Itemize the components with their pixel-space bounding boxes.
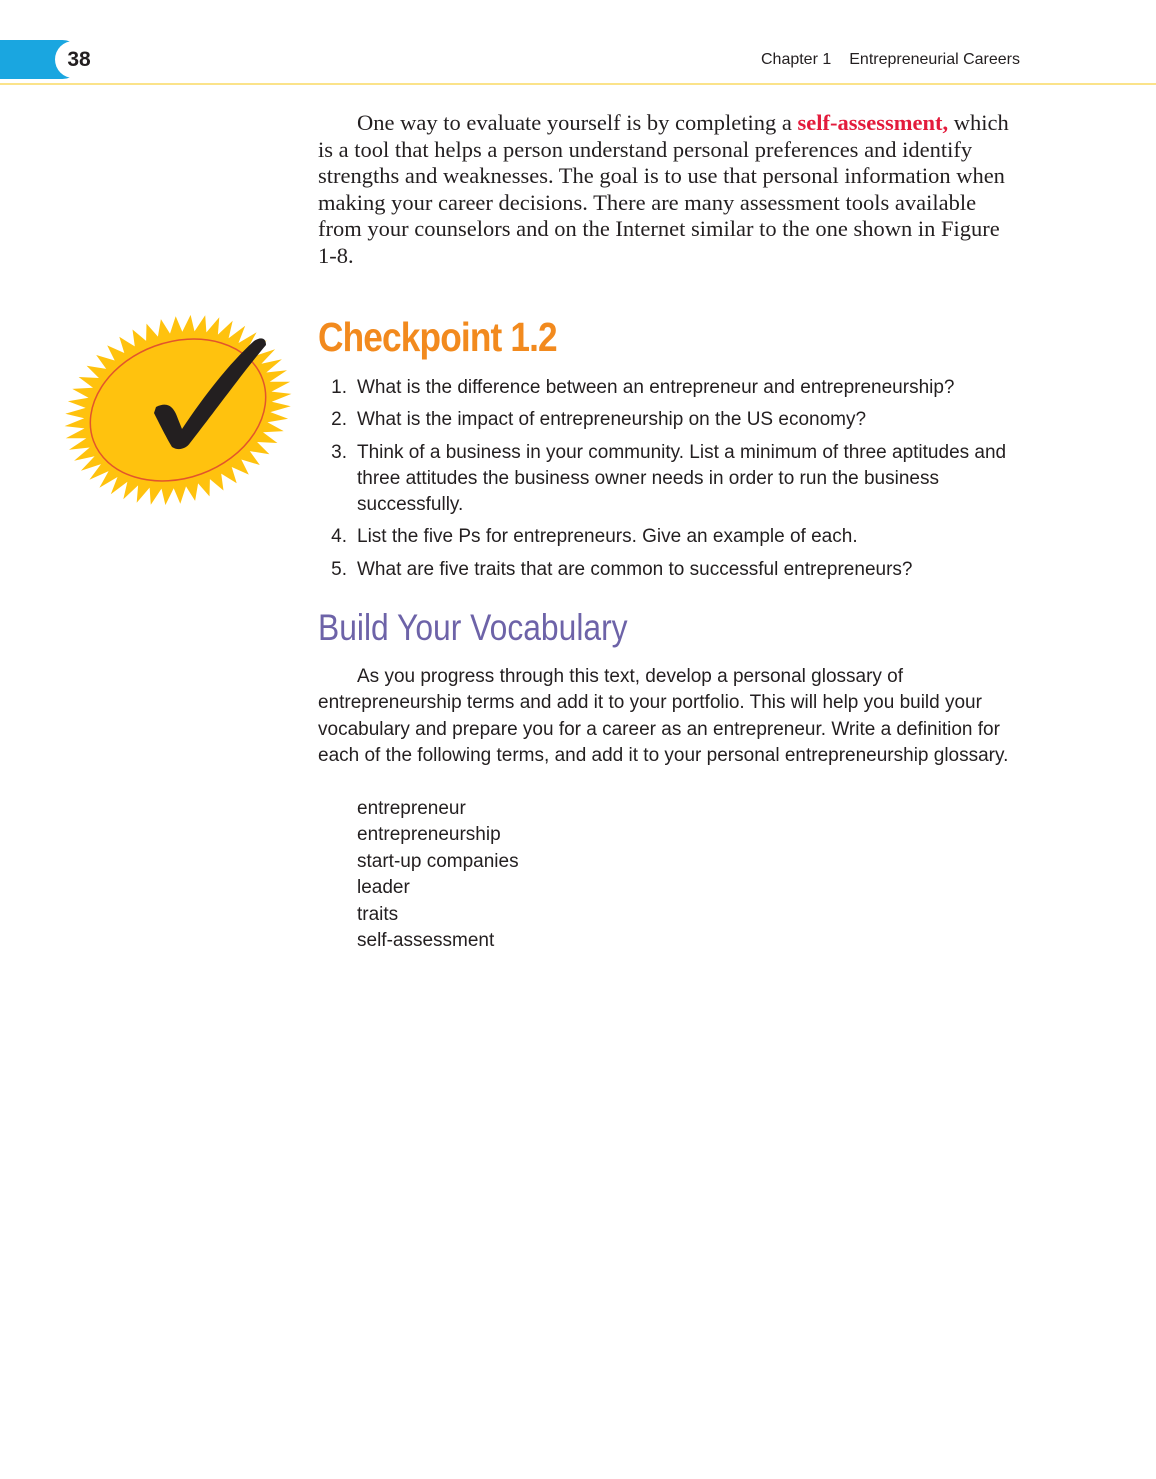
vocabulary-term: start-up companies: [357, 850, 519, 872]
intro-text-before: One way to evaluate yourself is by completing a: [357, 110, 798, 135]
question-item: [318, 440, 1028, 519]
question-text: What are five traits that are common to successful entrepreneurs?: [357, 558, 913, 580]
vocabulary-term: leader: [357, 877, 410, 899]
intro-text-after: which is a tool that helps a person understand personal preferences and identify strengths and weaknesses. The goal is to use that personal information when making your career decisions. There are many assessment tools available from your counselors and on the Internet similar to the one shown in Figure 1-8.: [318, 110, 1009, 268]
checkpoint-questions: [318, 375, 1028, 589]
intro-paragraph: [318, 110, 1018, 269]
running-head: [761, 51, 1020, 69]
vocabulary-term: entrepreneur: [357, 798, 466, 819]
question-number: 1.: [331, 377, 347, 398]
chapter-title: Entrepreneurial Careers: [849, 51, 1020, 68]
question-number: 2.: [331, 409, 347, 431]
question-text: Think of a business in your community. List a minimum of three aptitudes and three attitudes the business owner needs in order to run the business successfully.: [357, 441, 1007, 516]
question-item: [318, 375, 1028, 401]
question-text: List the five Ps for entrepreneurs. Give an example of each.: [357, 526, 858, 548]
chapter-number: Chapter 1: [760, 51, 832, 68]
vocabulary-term: self-assessment: [357, 930, 495, 952]
question-text: What is the difference between an entrepreneur and entrepreneurship?: [357, 377, 955, 398]
vocabulary-title: Build Your Vocabulary: [318, 607, 628, 648]
question-item: [318, 524, 1028, 550]
header-rule: [0, 83, 1156, 85]
key-term-self-assessment: self-assessment,: [797, 110, 949, 135]
vocabulary-term: entrepreneurship: [357, 824, 501, 846]
question-text: What is the impact of entrepreneurship on the US economy?: [357, 409, 867, 431]
vocabulary-terms: [357, 796, 519, 954]
question-number: 5.: [331, 558, 347, 580]
question-number: 4.: [331, 526, 347, 548]
checkmark-sunburst-icon: [60, 315, 296, 505]
vocabulary-instructions: As you progress through this text, develop a personal glossary of entrepreneurship terms and add it to your portfolio. This will help you build your vocabulary and prepare you for a career as an entrepreneur. Write a definition for each of the following terms, and add it to your personal entrepreneurship glossary.: [318, 666, 1009, 767]
question-item: [318, 407, 1028, 433]
vocabulary-term: traits: [357, 903, 399, 925]
checkpoint-title: Checkpoint 1.2: [318, 314, 557, 360]
question-item: [318, 557, 1028, 583]
page-number: 38: [55, 41, 103, 78]
question-number: 3.: [331, 441, 347, 463]
